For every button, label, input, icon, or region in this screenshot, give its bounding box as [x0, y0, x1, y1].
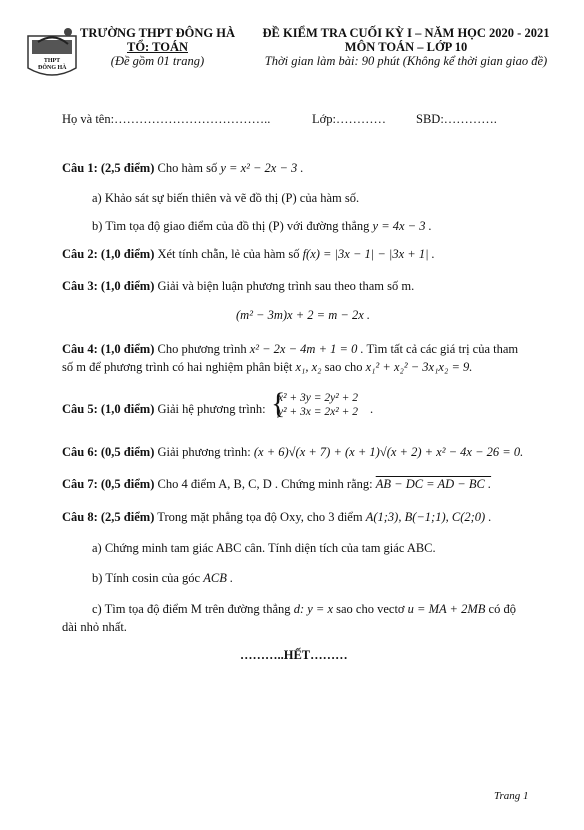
question-label: Câu 7: (0,5 điểm) [62, 477, 155, 491]
question-text: Trong mặt phẳng tọa độ Oxy, cho 3 điểm [157, 510, 363, 524]
question-math: x₁, x₂ [295, 360, 322, 374]
logo-text-2: ĐÔNG HÀ [38, 65, 67, 71]
header-right [250, 26, 562, 68]
system-eq-1: x² + 3y = 2y² + 2 [278, 392, 358, 404]
student-class-field: Lớp:………… [312, 112, 386, 126]
question-label: Câu 5: (1,0 điểm) [62, 402, 155, 416]
page-number: Trang 1 [494, 790, 529, 802]
question-text: sao cho vectơ [336, 602, 405, 616]
question-8c [92, 601, 542, 617]
question-text: Chứng minh tam giác ABC cân. Tính diện tích của tam giác ABC. [104, 541, 436, 555]
question-label: b) [92, 219, 103, 233]
question-text: Tính cosin của góc [105, 571, 201, 585]
question-4 [62, 341, 542, 357]
question-1 [62, 160, 542, 176]
question-8b [92, 570, 572, 586]
question-label: a) [92, 541, 102, 555]
subject-title: MÔN TOÁN – LỚP 10 [344, 40, 468, 54]
question-label: Câu 6: (0,5 điểm) [62, 445, 155, 459]
question-label: c) [92, 602, 102, 616]
student-sbd-field: SBD:…………. [416, 112, 497, 126]
question-text: Tìm tất cả các giá trị của tham [366, 342, 519, 356]
system-eq-2: y² + 3x = 2x² + 2 [278, 406, 358, 418]
question-label: Câu 8: (2,5 điểm) [62, 510, 155, 524]
question-text: Tìm tọa độ giao điểm của đồ thị (P) với đường thẳng [105, 219, 370, 233]
question-label: Câu 2: (1,0 điểm) [62, 247, 155, 261]
question-text: Giải hệ phương trình: [157, 402, 266, 416]
question-math: ACB . [203, 571, 234, 585]
question-text: sao cho [324, 360, 363, 374]
question-label: b) [92, 571, 103, 585]
question-label: a) [92, 191, 102, 205]
question-text: Xét tính chẵn, lẻ của hàm số [157, 247, 300, 261]
question-text: Tìm tọa độ điểm M trên đường thẳng [104, 602, 291, 616]
question-3-equation: (m² − 3m)x + 2 = m − 2x . [236, 308, 370, 322]
question-text: có độ [488, 602, 516, 616]
school-name: TRƯỜNG THPT ĐÔNG HÀ [80, 26, 235, 40]
question-3 [62, 278, 542, 294]
exam-title: ĐỀ KIỂM TRA CUỐI KỲ I – NĂM HỌC 2020 - 2021 [262, 26, 550, 40]
question-math: y = 4x − 3 . [372, 219, 432, 233]
question-math: x² − 2x − 4m + 1 = 0 . [249, 342, 364, 356]
question-math: AB − DC = AD − BC . [375, 477, 492, 491]
system-period: . [370, 402, 374, 416]
system-brace: { [271, 387, 286, 420]
question-math: d: y = x [293, 602, 334, 616]
question-7 [62, 476, 542, 492]
question-text: Cho 4 điểm A, B, C, D . Chứng minh rằng: [157, 477, 373, 491]
equation-system [278, 391, 358, 419]
question-1a [92, 190, 572, 206]
question-label: Câu 1: (2,5 điểm) [62, 161, 155, 175]
question-text: Cho hàm số [157, 161, 218, 175]
question-math: x₁² + x₂² − 3x₁x₂ = 9. [365, 360, 473, 374]
question-8c-line2 [62, 619, 542, 635]
end-marker: ………..HẾT……… [240, 648, 348, 662]
question-math: A(1;3), B(−1;1), C(2;0) . [365, 510, 492, 524]
student-name-field: Họ và tên:……………………………….. [62, 112, 271, 126]
question-math: f(x) = |3x − 1| − |3x + 1| . [302, 247, 435, 261]
question-text: dài nhỏ nhất. [62, 620, 127, 634]
question-text: số m để phương trình có hai nghiệm phân biệt [62, 360, 293, 374]
question-2 [62, 246, 542, 262]
question-text: Khảo sát sự biến thiên và vẽ đồ thị (P) của hàm số. [104, 191, 360, 205]
question-4-line2 [62, 359, 542, 375]
question-label: Câu 4: (1,0 điểm) [62, 342, 155, 356]
question-8a [92, 540, 572, 556]
question-math: y = x² − 2x − 3 . [220, 161, 304, 175]
question-math: u = MA + 2MB [407, 602, 486, 616]
question-text: Cho phương trình [157, 342, 247, 356]
question-text: Giải và biện luận phương trình sau theo tham số m. [157, 279, 415, 293]
page-count: (Đề gồm 01 trang) [110, 54, 205, 68]
group-name: TỔ: TOÁN [126, 40, 188, 54]
question-label: Câu 3: (1,0 điểm) [62, 279, 155, 293]
exam-time: Thời gian làm bài: 90 phút (Không kể thời gian giao đề) [264, 54, 548, 68]
question-math: (x + 6)√(x + 7) + (x + 1)√(x + 2) + x² − 4x − 26 = 0. [253, 445, 524, 459]
logo-text-1: THPT [43, 58, 61, 64]
header-left [70, 26, 245, 68]
question-6 [62, 444, 542, 460]
question-8 [62, 509, 542, 525]
question-1b [92, 218, 572, 234]
question-text: Giải phương trình: [157, 445, 251, 459]
